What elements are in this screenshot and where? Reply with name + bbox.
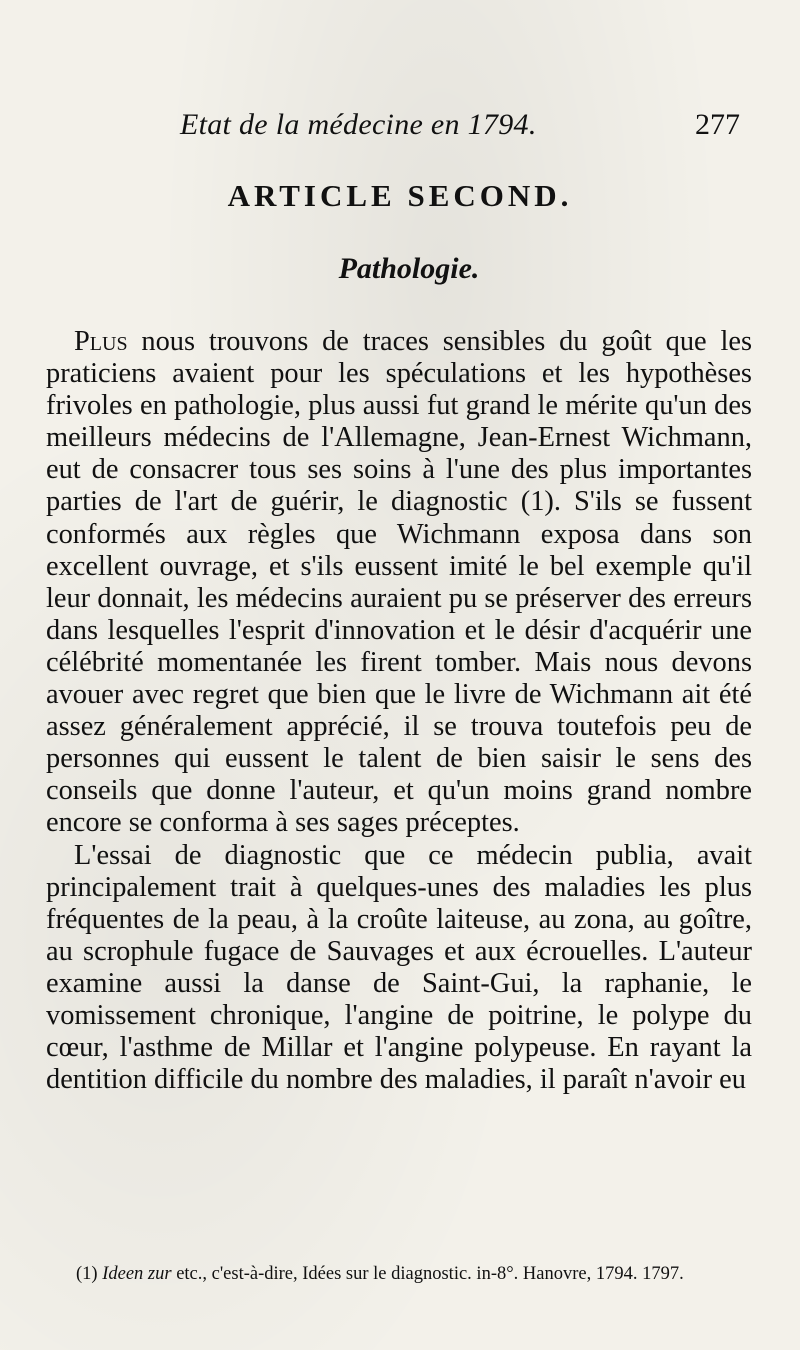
paragraph-1-opening-word: Plus [74, 326, 128, 357]
footnote-marker: (1) [76, 1264, 98, 1284]
footnote [46, 1262, 758, 1287]
page-number: 277 [695, 108, 740, 141]
section-heading: Pathologie. [338, 252, 480, 285]
running-head [180, 108, 740, 148]
body-text [46, 326, 752, 1096]
running-title: Etat de la médecine en 1794. [180, 108, 537, 141]
paragraph-1-text: nous trouvons de traces sensibles du goût que les praticiens avaient pour les spéculations et les hypothèses frivoles en pathologie, plus aussi fut grand le mérite qu'un des meilleurs médecins de l'Allemagne, Jean-Ernest Wichmann, eut de consacrer tous ses soins à l'une des plus importantes parties de l'art de guérir, le diagnostic (1). S'ils se fussent conformés aux règles que Wichmann exposa dans son excellent ouvrage, et s'ils eussent imité le bel exemple qu'il leur donnait, les médecins auraient pu se préserver des erreurs dans lesquelles l'esprit d'innovation et le désir d'acquérir une célébrité momentanée les firent tomber. Mais nous devons avouer avec regret que bien que le livre de Wichmann ait été assez généralement apprécié, il se trouva toutefois peu de personnes qui eussent le talent de bien saisir le sens des conseils que donne l'auteur, et qu'un moins grand nombre encore se conforma à ses sages préceptes. [46, 326, 752, 839]
article-heading: ARTICLE SECOND. [227, 178, 573, 213]
footnote-text: etc., c'est-à-dire, Idées sur le diagnostic. in-8°. Hanovre, 1794. 1797. [171, 1264, 684, 1284]
paragraph-2: L'essai de diagnostic que ce médecin publia, avait principalement trait à quelques-unes des maladies les plus fréquentes de la peau, à la croûte laiteuse, au zona, au goître, au scrophule fugace de Sauvages et aux écrouelles. L'auteur examine aussi la danse de Saint-Gui, la raphanie, le vomissement chronique, l'angine de poitrine, le polype du cœur, l'asthme de Millar et l'angine polypeuse. En rayant la dentition difficile du nombre des maladies, il paraît n'avoir eu [46, 839, 752, 1096]
paragraph-1 [46, 326, 752, 840]
footnote-italic-title: Ideen zur [102, 1264, 172, 1284]
